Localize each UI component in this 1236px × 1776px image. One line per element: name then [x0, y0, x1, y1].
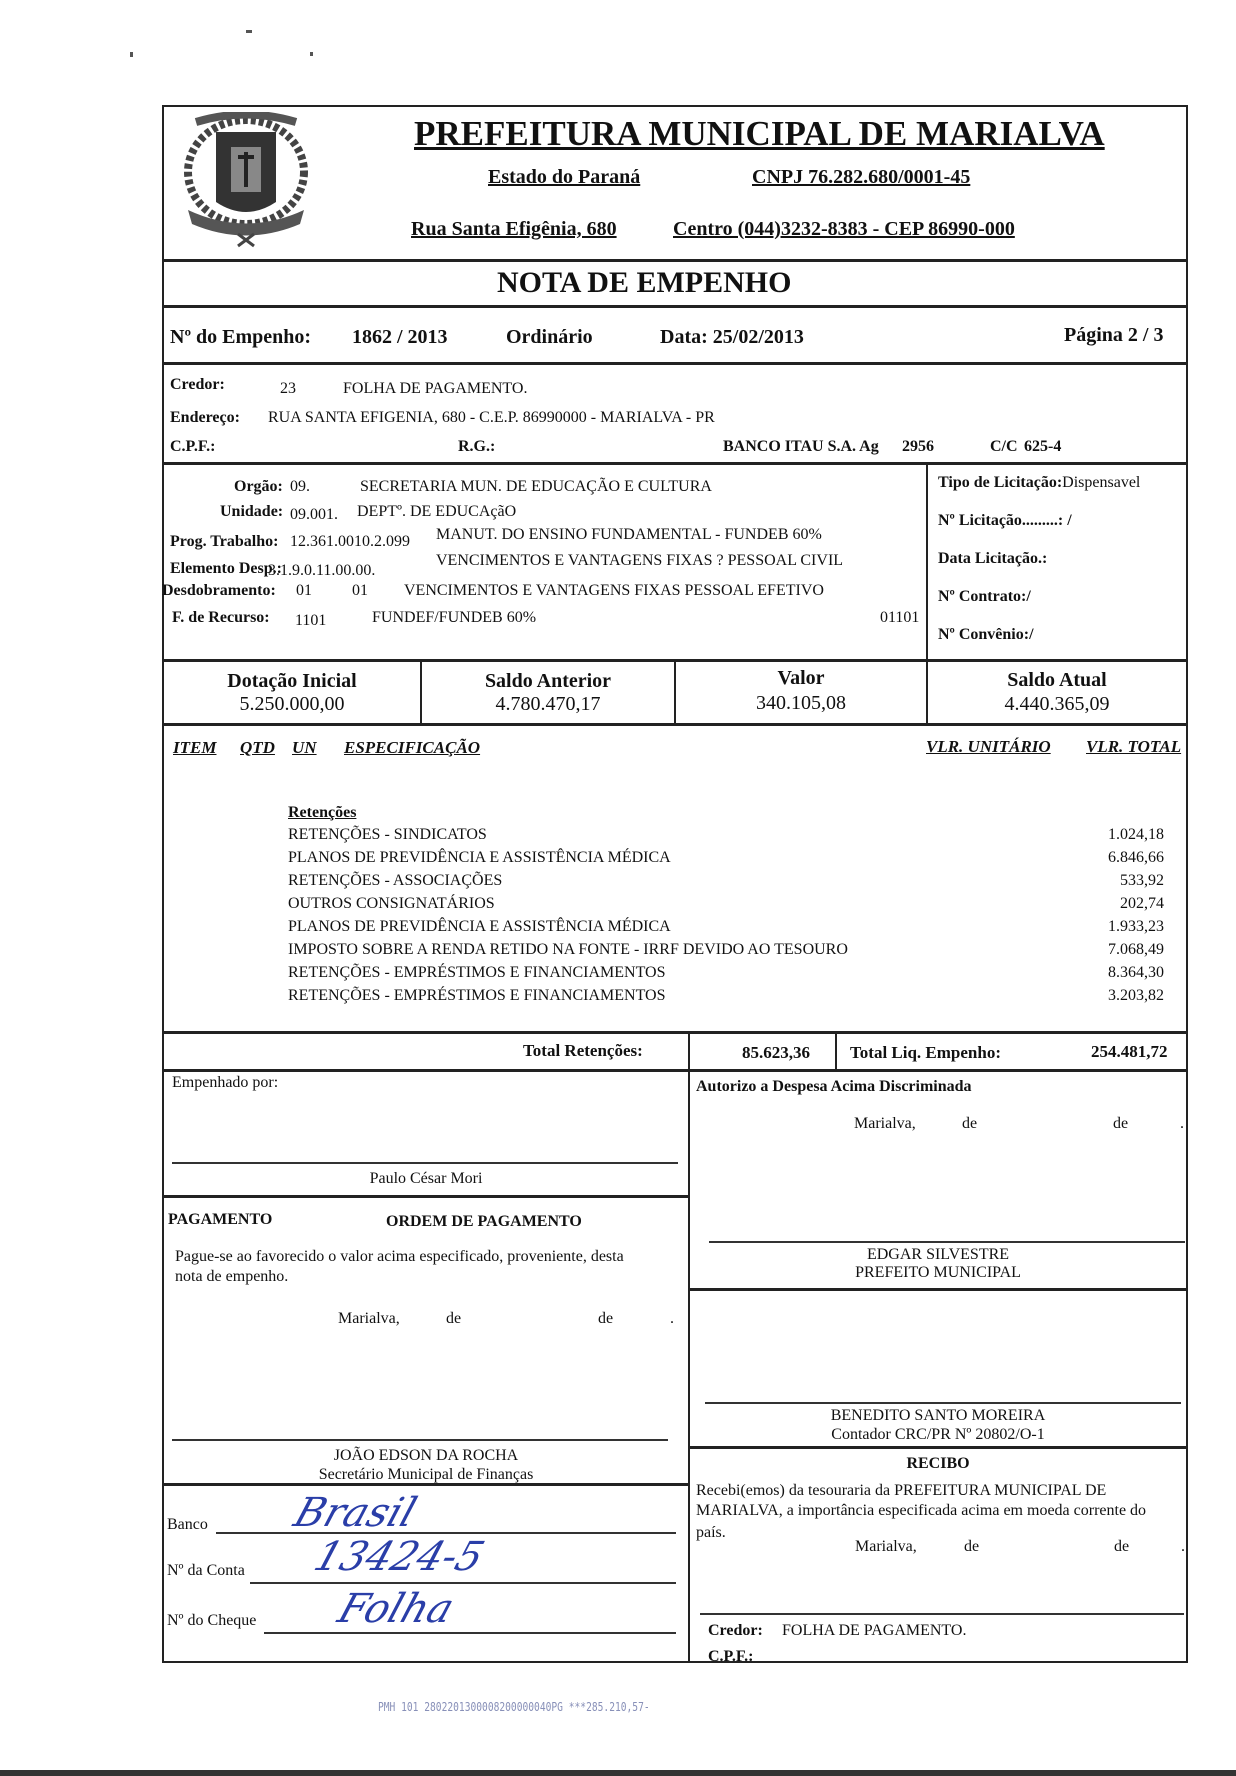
orgao-name: SECRETARIA MUN. DE EDUCAÇÃO E CULTURA	[360, 478, 712, 495]
saldo-value: 4.780.470,17	[495, 693, 601, 715]
cheque-handwritten: Folha	[332, 1586, 460, 1632]
signature-line	[700, 1613, 1184, 1615]
saldo-dotacao-inicial	[164, 670, 420, 716]
empenho-type: Ordinário	[506, 326, 593, 348]
column-header-qtd: QTD	[240, 738, 275, 757]
empenhado-por-label: Empenhado por:	[172, 1074, 279, 1091]
empenho-date: Data: 25/02/2013	[660, 326, 804, 348]
recibo-date-dot: .	[1181, 1538, 1185, 1555]
address-label: Endereço:	[170, 409, 240, 426]
signature-line	[709, 1241, 1185, 1243]
recurso-name: FUNDEF/FUNDEB 60%	[372, 609, 537, 626]
total-liquido-value: 254.481,72	[1091, 1042, 1168, 1061]
retencao-value: 1.024,18	[1108, 826, 1164, 843]
scan-edge	[0, 1770, 1236, 1776]
cpf-label: C.P.F.:	[170, 438, 216, 455]
scan-speck	[310, 52, 313, 56]
conta-label: Nº da Conta	[167, 1562, 245, 1579]
saldo-anterior	[422, 670, 674, 716]
banco-handwritten: Brasil	[288, 1490, 422, 1536]
recibo-text: Recebi(emos) da tesouraria da PREFEITURA MUNICIPAL DE	[696, 1482, 1107, 1499]
column-header-item: ITEM	[173, 738, 217, 757]
bank-authentication-stamp: PMH 101 2802201300008200000040PG ***285.210,57-	[378, 1700, 650, 1714]
recibo-credor-name: FOLHA DE PAGAMENTO.	[782, 1622, 967, 1639]
header-address-contact: Centro (044)3232-8383 - CEP 86990-000	[673, 218, 1015, 240]
divider	[162, 305, 1188, 308]
divider	[162, 1031, 1188, 1034]
saldo-value: 5.250.000,00	[239, 693, 345, 715]
contador-name: BENEDITO SANTO MOREIRA	[830, 1407, 1046, 1424]
divider	[162, 462, 1188, 465]
divider	[162, 1069, 1188, 1072]
data-licitacao: Data Licitação.:	[938, 550, 1048, 567]
saldo-label: Valor	[777, 667, 825, 689]
retencao-description: OUTROS CONSIGNATÁRIOS	[288, 895, 495, 912]
account-number: 625-4	[1024, 438, 1062, 455]
recibo-text: país.	[696, 1524, 726, 1541]
prefeito-role: PREFEITO MUNICIPAL	[855, 1264, 1021, 1281]
scan-speck	[130, 52, 133, 57]
pagamento-date-dot: .	[670, 1310, 674, 1327]
recibo-date-de: de	[1114, 1538, 1130, 1555]
recibo-text: MARIALVA, a importância especificada acima em moeda corrente do	[696, 1502, 1147, 1519]
recibo-title: RECIBO	[906, 1455, 970, 1472]
credor-name: FOLHA DE PAGAMENTO.	[343, 380, 528, 397]
saldo-label: Saldo Atual	[1007, 669, 1107, 691]
retencao-description: RETENÇÕES - EMPRÉSTIMOS E FINANCIAMENTOS	[288, 964, 666, 981]
divider	[162, 259, 1188, 262]
elemento-code: 3.1.9.0.11.00.00.	[268, 562, 376, 579]
empenho-number-label: Nº do Empenho:	[170, 326, 312, 348]
total-retencoes-value: 85.623,36	[742, 1043, 810, 1062]
contador-block	[690, 1406, 1186, 1444]
numero-licitacao: Nº Licitação.........: /	[938, 512, 1072, 529]
credor-code: 23	[280, 380, 296, 397]
programa-label: Prog. Trabalho:	[170, 533, 279, 550]
header-title: PREFEITURA MUNICIPAL DE MARIALVA	[414, 114, 1105, 153]
recurso-code-2: 01101	[880, 609, 920, 626]
retencao-value: 8.364,30	[1108, 964, 1164, 981]
elemento-label: Elemento Desp.:	[170, 560, 282, 577]
saldo-valor	[676, 666, 926, 716]
credor-address: RUA SANTA EFIGENIA, 680 - C.E.P. 86990000 - MARIALVA - PR	[268, 409, 715, 426]
secretario-name: JOÃO EDSON DA ROCHA	[333, 1447, 519, 1464]
orgao-label: Orgão:	[234, 478, 283, 495]
ordem-pagamento-title: ORDEM DE PAGAMENTO	[386, 1213, 582, 1230]
contador-role: Contador CRC/PR Nº 20802/O-1	[831, 1426, 1045, 1443]
signature-line	[172, 1162, 678, 1164]
retencao-description: PLANOS DE PREVIDÊNCIA E ASSISTÊNCIA MÉDICA	[288, 849, 671, 866]
desdobramento-label: Desdobramento:	[162, 582, 276, 599]
credor-label: Credor:	[170, 376, 225, 393]
divider	[688, 1032, 690, 1070]
divider	[688, 1288, 1188, 1291]
autorizo-date-de: de	[962, 1115, 978, 1132]
column-header-valor-unitario: VLR. UNITÁRIO	[926, 737, 1051, 756]
orgao-code: 09.	[290, 478, 310, 495]
retencao-description: RETENÇÕES - SINDICATOS	[288, 826, 487, 843]
retencao-description: RETENÇÕES - EMPRÉSTIMOS E FINANCIAMENTOS	[288, 987, 666, 1004]
saldo-label: Dotação Inicial	[227, 670, 357, 692]
tipo-licitacao-label: Tipo de Licitação:	[938, 474, 1063, 491]
column-header-valor-total: VLR. TOTAL	[1086, 737, 1182, 756]
empenhado-por-name: Paulo César Mori	[369, 1170, 483, 1187]
recibo-credor-label: Credor:	[708, 1622, 763, 1639]
conta-field-line[interactable]	[250, 1582, 676, 1584]
secretario-role: Secretário Municipal de Finanças	[318, 1466, 534, 1483]
secretario-block	[164, 1446, 688, 1484]
recibo-city: Marialva,	[855, 1538, 917, 1555]
divider	[835, 1032, 837, 1070]
pagamento-label: PAGAMENTO	[168, 1211, 273, 1228]
recibo-date-de: de	[964, 1538, 980, 1555]
programa-name: MANUT. DO ENSINO FUNDAMENTAL - FUNDEB 60%	[436, 526, 822, 543]
column-header-un: UN	[292, 738, 317, 757]
header-state: Estado do Paraná	[488, 166, 641, 188]
retencao-value: 202,74	[1120, 895, 1164, 912]
banco-label: Banco	[167, 1516, 208, 1533]
autorizo-label: Autorizo a Despesa Acima Discriminada	[696, 1078, 972, 1095]
retencao-description: PLANOS DE PREVIDÊNCIA E ASSISTÊNCIA MÉDICA	[288, 918, 671, 935]
tipo-licitacao-value: Dispensavel	[1062, 474, 1141, 491]
autorizo-date-dot: .	[1180, 1115, 1184, 1132]
recurso-code: 1101	[295, 612, 327, 629]
pagamento-city: Marialva,	[338, 1310, 400, 1327]
autorizo-date-de: de	[1113, 1115, 1129, 1132]
total-retencoes-label: Total Retenções:	[523, 1041, 643, 1060]
total-liquido-label: Total Liq. Empenho:	[850, 1043, 1001, 1062]
saldo-value: 4.440.365,09	[1004, 693, 1110, 715]
divider	[162, 723, 1188, 726]
header-address: Rua Santa Efigênia, 680	[411, 218, 617, 240]
programa-code: 12.361.0010.2.099	[290, 533, 410, 550]
divider	[688, 1070, 690, 1662]
retencao-value: 6.846,66	[1108, 849, 1164, 866]
pagamento-date-de: de	[446, 1310, 462, 1327]
tipo-licitacao	[938, 474, 1140, 492]
coat-of-arms-emblem	[176, 112, 316, 252]
recibo-cpf-label: C.P.F.:	[708, 1648, 754, 1665]
numero-contrato: Nº Contrato:/	[938, 588, 1031, 605]
retencoes-title: Retenções	[288, 804, 357, 821]
autorizo-city: Marialva,	[854, 1115, 916, 1132]
divider	[162, 1195, 688, 1198]
signature-line	[705, 1402, 1181, 1404]
retencao-value: 1.933,23	[1108, 918, 1164, 935]
elemento-name: VENCIMENTOS E VANTAGENS FIXAS ? PESSOAL CIVIL	[436, 552, 844, 569]
numero-convenio: Nº Convênio:/	[938, 626, 1034, 643]
scan-speck	[246, 30, 252, 33]
bank-name: BANCO ITAU S.A. Ag	[723, 438, 879, 455]
desdobramento-code-a: 01	[296, 582, 312, 599]
retencao-description: IMPOSTO SOBRE A RENDA RETIDO NA FONTE - IRRF DEVIDO AO TESOURO	[288, 941, 848, 958]
saldo-value: 340.105,08	[756, 692, 846, 714]
divider	[162, 1483, 688, 1486]
rg-label: R.G.:	[458, 438, 496, 455]
header-cnpj: CNPJ 76.282.680/0001-45	[752, 166, 971, 188]
retencao-description: RETENÇÕES - ASSOCIAÇÕES	[288, 872, 503, 889]
account-label: C/C	[990, 438, 1018, 455]
retencao-value: 533,92	[1120, 872, 1164, 889]
recurso-label: F. de Recurso:	[172, 609, 270, 626]
prefeito-block	[690, 1246, 1186, 1282]
saldo-label: Saldo Anterior	[484, 670, 612, 692]
cheque-field-line[interactable]	[264, 1632, 676, 1634]
unidade-name: DEPTº. DE EDUCAçãO	[357, 503, 517, 520]
pagamento-text: Pague-se ao favorecido o valor acima especificado, proveniente, desta	[175, 1248, 624, 1265]
unidade-label: Unidade:	[220, 503, 284, 520]
divider	[688, 1446, 1188, 1449]
desdobramento-code-b: 01	[352, 582, 368, 599]
divider	[162, 362, 1188, 365]
prefeito-name: EDGAR SILVESTRE	[866, 1246, 1010, 1263]
column-header-especificacao: ESPECIFICAÇÃO	[344, 738, 481, 757]
conta-handwritten: 13424-5	[308, 1534, 490, 1580]
pagamento-text: nota de empenho.	[175, 1268, 289, 1285]
document-title: NOTA DE EMPENHO	[497, 266, 792, 299]
signature-line	[172, 1439, 668, 1441]
bank-agency: 2956	[902, 438, 934, 455]
saldo-atual	[928, 668, 1186, 716]
unidade-code: 09.001.	[290, 506, 338, 523]
pagamento-date-de: de	[598, 1310, 614, 1327]
empenho-number: 1862 / 2013	[352, 326, 448, 348]
cheque-label: Nº do Cheque	[167, 1612, 257, 1629]
retencao-value: 3.203,82	[1108, 987, 1164, 1004]
page-indicator: Página 2 / 3	[1064, 324, 1164, 346]
retencao-value: 7.068,49	[1108, 941, 1164, 958]
desdobramento-name: VENCIMENTOS E VANTAGENS FIXAS PESSOAL EFETIVO	[404, 582, 824, 599]
